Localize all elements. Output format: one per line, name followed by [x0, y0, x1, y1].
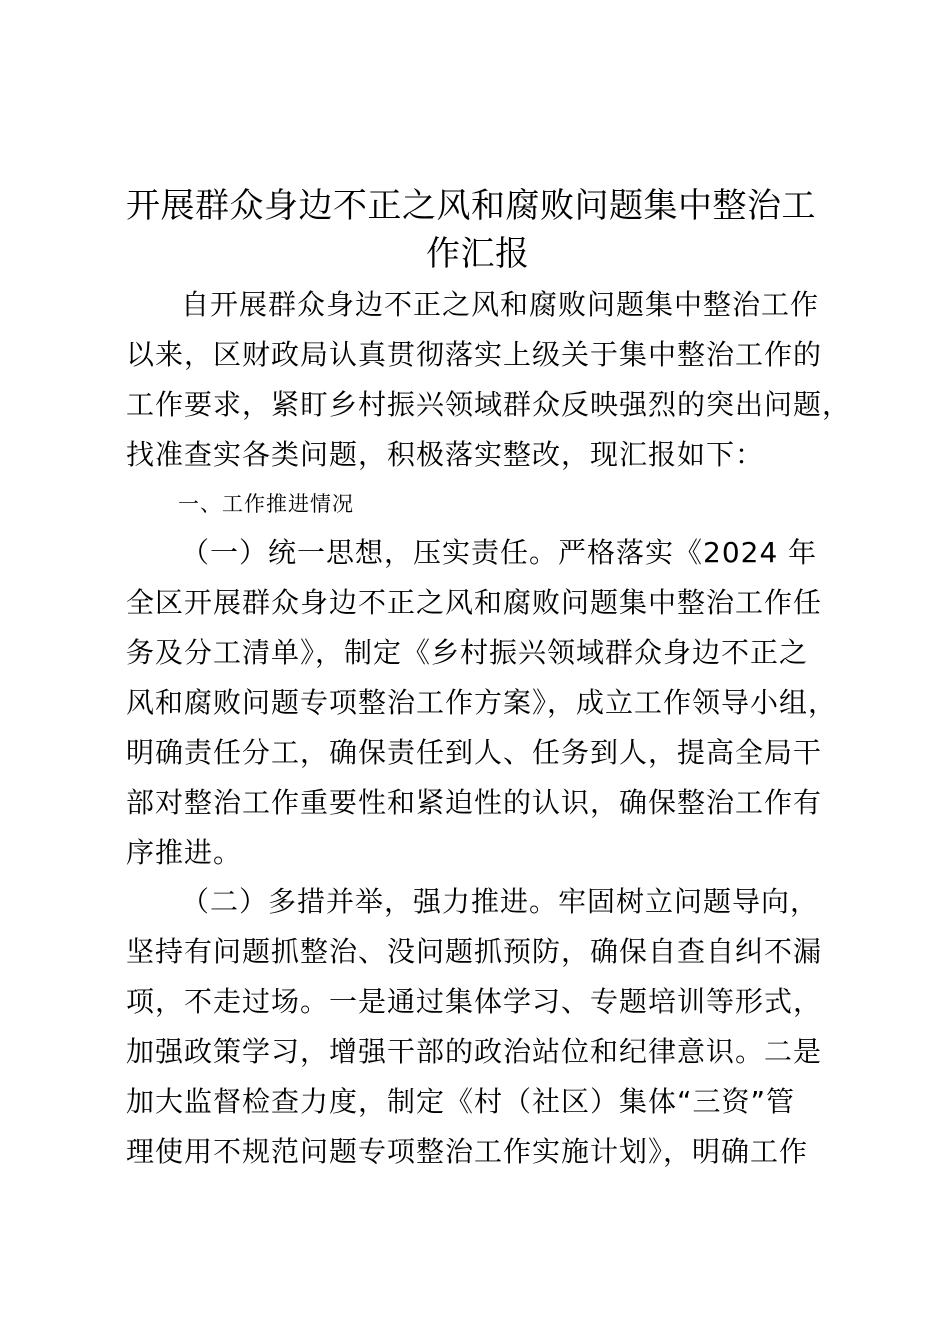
para1-line-1: （一）统一思想，压实责任。严格落实《2024 年 — [181, 536, 818, 569]
intro-line-2: 以来，区财政局认真贯彻落实上级关于集中整治工作的 — [126, 338, 823, 371]
document-title-line-2: 作汇报 — [426, 234, 530, 274]
para1-line-6: 部对整治工作重要性和紧迫性的认识，确保整治工作有 — [126, 786, 823, 819]
intro-line-4: 找准查实各类问题，积极落实整改，现汇报如下： — [126, 438, 765, 471]
section-heading: 一、工作推进情况 — [178, 492, 354, 516]
para1-line-5: 明确责任分工，确保责任到人、任务到人，提高全局干 — [126, 736, 823, 769]
para1-line-2: 全区开展群众身边不正之风和腐败问题集中整治工作任 — [126, 586, 823, 619]
para1-line-3: 务及分工清单》，制定《乡村振兴领域群众身边不正之 — [126, 636, 809, 669]
para2-line-5: 加大监督检查力度，制定《村（社区）集体“三资”管 — [126, 1085, 796, 1118]
para2-line-3: 项，不走过场。一是通过集体学习、专题培训等形式， — [126, 985, 823, 1018]
para2-line-1: （二）多措并举，强力推进。牢固树立问题导向， — [181, 885, 820, 918]
intro-line-1: 自开展群众身边不正之风和腐败问题集中整治工作 — [181, 288, 820, 321]
para1-line-4: 风和腐败问题专项整治工作方案》，成立工作领导小组， — [126, 686, 838, 719]
intro-line-3: 工作要求，紧盯乡村振兴领域群众反映强烈的突出问题， — [126, 388, 852, 421]
para2-line-2: 坚持有问题抓整治、没问题抓预防，确保自查自纠不漏 — [126, 935, 823, 968]
para2-line-4: 加强政策学习，增强干部的政治站位和纪律意识。二是 — [126, 1035, 823, 1068]
para1-line-7: 序推进。 — [126, 836, 243, 869]
para2-line-6: 理使用不规范问题专项整治工作实施计划》，明确工作 — [126, 1135, 809, 1168]
document-title-line-1: 开展群众身边不正之风和腐败问题集中整治工 — [126, 186, 816, 226]
